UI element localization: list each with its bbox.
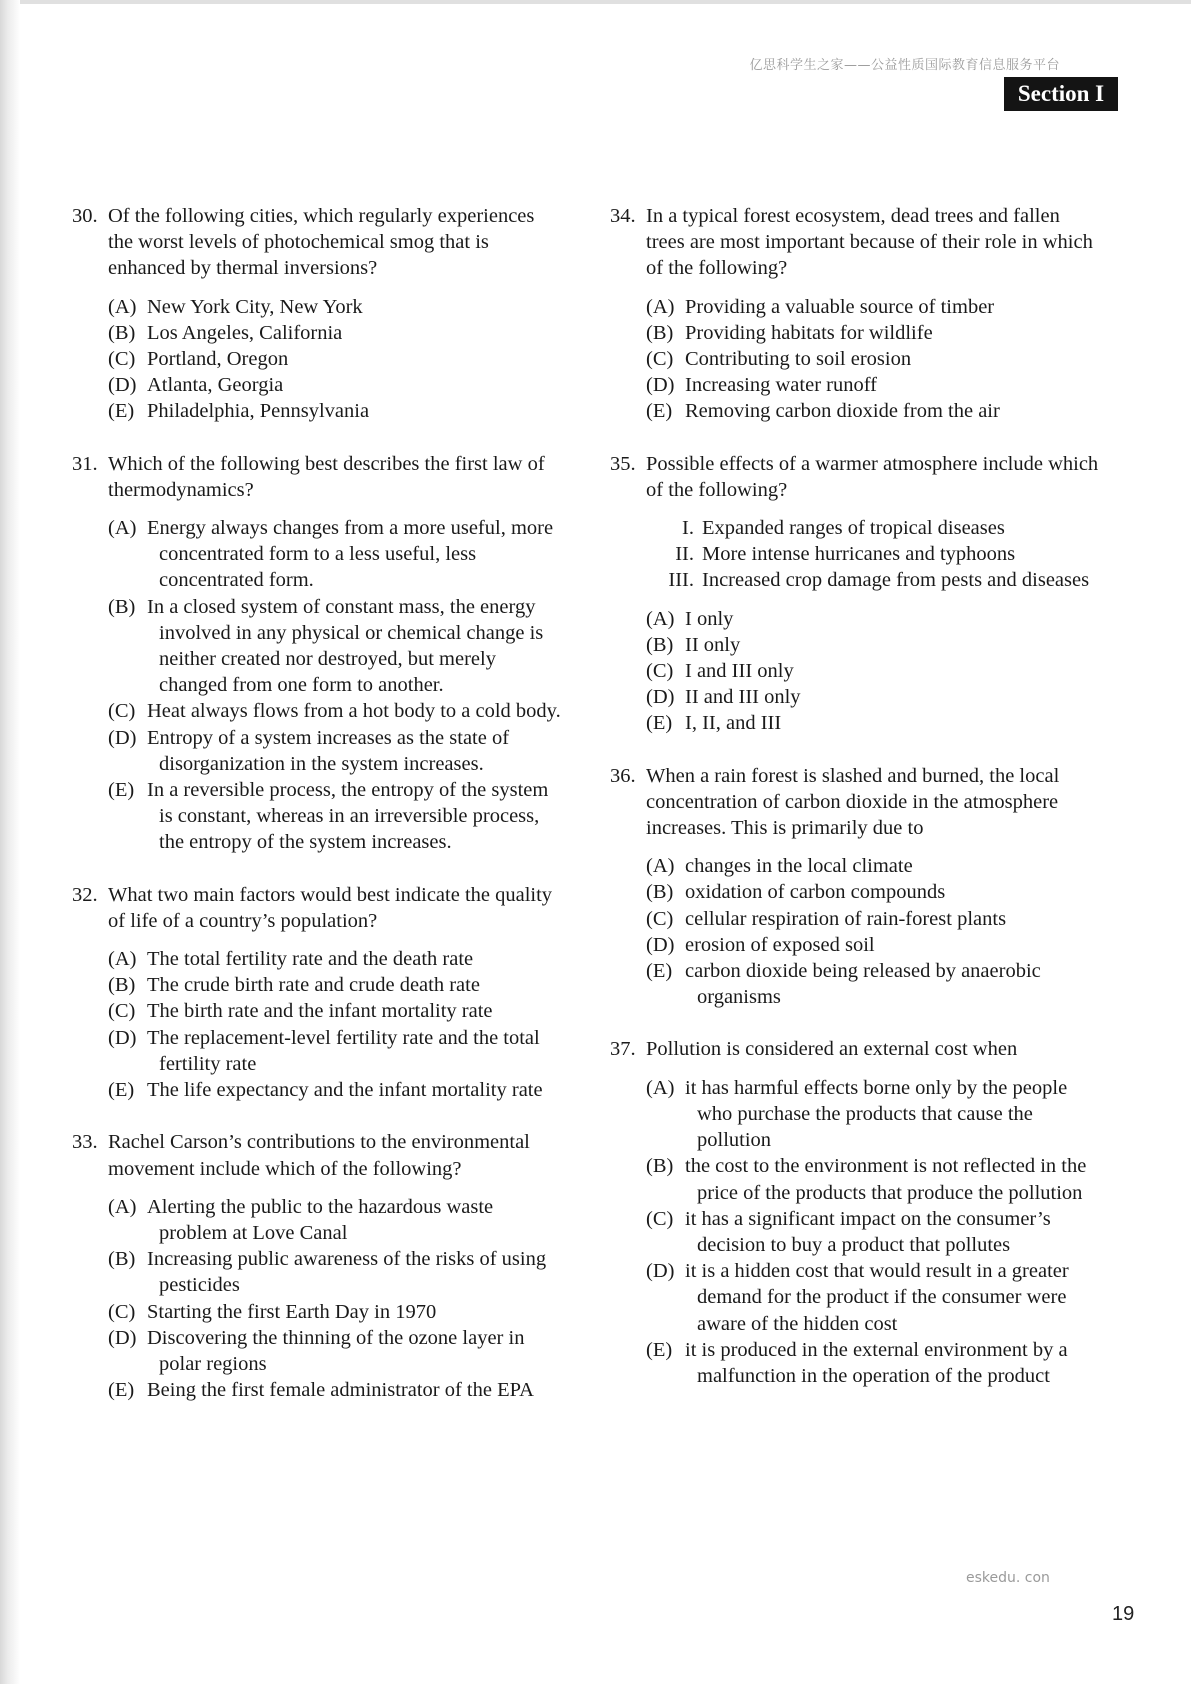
question-text: What two main factors would best indicate the quality of life of a country’s population? (108, 883, 553, 932)
option-letter: (E) (646, 1338, 673, 1361)
option-letter: (C) (646, 907, 674, 930)
numeral-statement (646, 567, 1100, 593)
answer-option (108, 777, 562, 856)
numeral-label: II. (675, 543, 694, 566)
option-text: Energy always changes from a more useful, more concentrated form to a less useful, less concentrated form. (147, 517, 554, 592)
answer-option (108, 1325, 562, 1377)
option-text: New York City, New York (147, 295, 363, 318)
question-35 (610, 451, 1100, 737)
option-letter: (D) (108, 374, 137, 397)
numeral-label: III. (668, 569, 694, 592)
answer-option (646, 320, 1100, 346)
question-number: 34. (610, 205, 636, 227)
answer-option (646, 372, 1100, 398)
option-text: oxidation of carbon compounds (685, 881, 946, 904)
right-column (610, 203, 1100, 1415)
option-text: it has a significant impact on the consumer’s decision to buy a product that pollutes (685, 1207, 1051, 1256)
answer-option (108, 320, 562, 346)
question-34 (610, 203, 1100, 425)
option-letter: (B) (108, 595, 136, 618)
question-stem (72, 203, 562, 282)
option-text: Starting the first Earth Day in 1970 (147, 1300, 437, 1323)
answer-option (108, 372, 562, 398)
option-letter: (C) (108, 348, 136, 371)
answer-option (108, 725, 562, 777)
numeral-statement (646, 541, 1100, 567)
option-letter: (C) (646, 348, 674, 371)
option-text: Being the first female administrator of the EPA (147, 1379, 534, 1402)
option-text: Increasing water runoff (685, 374, 878, 397)
answer-option (108, 1194, 562, 1246)
answer-option (108, 398, 562, 424)
answer-option (108, 1077, 562, 1103)
answer-option (108, 1377, 562, 1403)
option-text: Removing carbon dioxide from the air (685, 400, 1000, 423)
option-letter: (C) (108, 1300, 136, 1323)
option-letter: (A) (646, 295, 675, 318)
answer-options (646, 294, 1100, 425)
answer-option (646, 1206, 1100, 1258)
option-text: cellular respiration of rain-forest plants (685, 907, 1007, 930)
option-letter: (D) (646, 686, 675, 709)
answer-option (646, 932, 1100, 958)
answer-option (108, 998, 562, 1024)
answer-option (646, 1153, 1100, 1205)
option-text: Atlanta, Georgia (147, 374, 284, 397)
option-text: Los Angeles, California (147, 321, 343, 344)
question-number: 37. (610, 1038, 636, 1061)
question-31 (72, 451, 562, 856)
answer-option (108, 1025, 562, 1077)
question-33 (72, 1129, 562, 1403)
question-30 (72, 203, 562, 425)
option-letter: (E) (646, 400, 673, 423)
option-letter: (C) (646, 660, 674, 683)
option-letter: (A) (108, 948, 137, 971)
option-text: II and III only (685, 686, 801, 709)
answer-options (108, 294, 562, 425)
option-letter: (B) (108, 974, 136, 997)
answer-option (108, 346, 562, 372)
numeral-text: Increased crop damage from pests and diseases (702, 569, 1090, 592)
question-text: Rachel Carson’s contributions to the environmental movement include which of the following? (108, 1131, 530, 1180)
option-text: In a closed system of constant mass, the energy involved in any physical or chemical change is neither created nor destroyed, but merely changed from one form to another. (147, 595, 544, 697)
option-letter: (D) (108, 1326, 137, 1349)
option-letter: (A) (108, 295, 137, 318)
question-text: Of the following cities, which regularly experiences the worst levels of photochemical smog that is enhanced by thermal inversions? (108, 205, 535, 280)
option-letter: (E) (646, 960, 673, 983)
option-text: I, II, and III (685, 712, 782, 735)
question-number: 33. (72, 1131, 98, 1154)
answer-option (108, 294, 562, 320)
page-binding-shadow (0, 0, 20, 1684)
question-37 (610, 1036, 1100, 1389)
answer-options (646, 606, 1100, 737)
option-text: it is a hidden cost that would result in a greater demand for the product if the consumer were aware of the hidden cost (685, 1260, 1069, 1335)
question-number: 35. (610, 452, 636, 475)
option-letter: (D) (646, 1260, 675, 1283)
answer-option (108, 946, 562, 972)
header-watermark: 亿思科学生之家——公益性质国际教育信息服务平台 (749, 58, 1060, 73)
option-text: I and III only (685, 660, 794, 683)
option-text: The birth rate and the infant mortality rate (147, 1000, 493, 1023)
option-letter: (A) (108, 1195, 137, 1218)
option-text: Increasing public awareness of the risks of using pesticides (147, 1248, 547, 1297)
option-text: the cost to the environment is not reflected in the price of the products that produce the pollution (685, 1155, 1087, 1204)
section-label-badge: Section I (1004, 77, 1118, 111)
question-text: In a typical forest ecosystem, dead trees and fallen trees are most important because of their role in which of the following? (646, 205, 1093, 280)
option-text: erosion of exposed soil (685, 933, 875, 956)
question-stem (72, 1129, 562, 1181)
option-letter: (E) (108, 400, 135, 423)
page-top-edge (0, 0, 1191, 4)
answer-option (646, 398, 1100, 424)
question-text: Possible effects of a warmer atmosphere include which of the following? (646, 452, 1099, 501)
answer-option (646, 1258, 1100, 1337)
answer-option (108, 972, 562, 998)
question-number: 31. (72, 452, 98, 475)
option-letter: (B) (108, 321, 136, 344)
page-number: 19 (1112, 1603, 1135, 1625)
option-text: Contributing to soil erosion (685, 348, 912, 371)
option-letter: (B) (108, 1248, 136, 1271)
option-letter: (C) (646, 1207, 674, 1230)
option-text: Portland, Oregon (147, 348, 289, 371)
option-text: it is produced in the external environment by a malfunction in the operation of the product (685, 1338, 1068, 1387)
option-letter: (B) (646, 881, 674, 904)
answer-options (646, 853, 1100, 1010)
option-letter: (D) (108, 726, 137, 749)
question-stem (610, 203, 1100, 282)
option-text: The total fertility rate and the death rate (147, 948, 474, 971)
option-letter: (B) (646, 633, 674, 656)
option-text: changes in the local climate (685, 855, 913, 878)
answer-option (646, 853, 1100, 879)
option-text: Providing habitats for wildlife (685, 321, 933, 344)
question-36 (610, 763, 1100, 1011)
option-text: II only (685, 633, 741, 656)
answer-option (646, 710, 1100, 736)
option-letter: (B) (646, 1155, 674, 1178)
option-letter: (D) (108, 1026, 137, 1049)
answer-option (108, 1299, 562, 1325)
question-stem (610, 1036, 1100, 1062)
option-text: Entropy of a system increases as the state of disorganization in the system increases. (147, 726, 510, 775)
option-text: I only (685, 607, 734, 630)
option-letter: (A) (646, 855, 675, 878)
question-stem (72, 882, 562, 934)
roman-numeral-statements (646, 515, 1100, 594)
option-letter: (E) (108, 1379, 135, 1402)
option-letter: (A) (646, 607, 675, 630)
option-letter: (E) (646, 712, 673, 735)
question-stem (610, 763, 1100, 842)
answer-option (646, 879, 1100, 905)
numeral-statement (646, 515, 1100, 541)
option-text: Providing a valuable source of timber (685, 295, 995, 318)
option-text: Philadelphia, Pennsylvania (147, 400, 370, 423)
left-column (72, 203, 562, 1429)
answer-option (646, 1075, 1100, 1154)
answer-options (108, 1194, 562, 1404)
option-text: The replacement-level fertility rate and the total fertility rate (147, 1026, 540, 1075)
answer-option (646, 294, 1100, 320)
answer-option (646, 346, 1100, 372)
answer-option (646, 606, 1100, 632)
option-text: Alerting the public to the hazardous waste problem at Love Canal (147, 1195, 494, 1244)
question-number: 36. (610, 764, 636, 787)
answer-option (108, 698, 562, 724)
answer-option (646, 958, 1100, 1010)
answer-options (646, 1075, 1100, 1389)
option-text: Heat always flows from a hot body to a cold body. (147, 700, 561, 723)
question-stem (72, 451, 562, 503)
option-text: The crude birth rate and crude death rate (147, 974, 480, 997)
numeral-text: Expanded ranges of tropical diseases (702, 517, 1005, 540)
answer-options (108, 515, 562, 856)
answer-option (108, 594, 562, 699)
answer-option (646, 658, 1100, 684)
answer-option (646, 632, 1100, 658)
numeral-text: More intense hurricanes and typhoons (702, 543, 1016, 566)
option-text: In a reversible process, the entropy of the system is constant, whereas in an irreversible process, the entropy of the system increases. (147, 779, 549, 854)
question-32 (72, 882, 562, 1104)
question-stem (610, 451, 1100, 503)
option-text: carbon dioxide being released by anaerobic organisms (685, 960, 1041, 1009)
answer-option (646, 684, 1100, 710)
option-text: The life expectancy and the infant mortality rate (147, 1079, 543, 1102)
option-text: Discovering the thinning of the ozone layer in polar regions (147, 1326, 525, 1375)
question-number: 32. (72, 883, 98, 906)
question-number: 30. (72, 205, 98, 227)
answer-option (646, 906, 1100, 932)
option-letter: (C) (108, 1000, 136, 1023)
option-letter: (A) (108, 517, 137, 540)
option-letter: (D) (646, 933, 675, 956)
question-text: Pollution is considered an external cost when (646, 1038, 1018, 1061)
option-text: it has harmful effects borne only by the people who purchase the products that cause the pollution (685, 1076, 1068, 1152)
option-letter: (B) (646, 321, 674, 344)
answer-option (108, 515, 562, 594)
footer-watermark: eskedu. con (966, 1570, 1050, 1586)
answer-option (108, 1246, 562, 1298)
option-letter: (D) (646, 374, 675, 397)
numeral-label: I. (682, 517, 694, 540)
answer-option (646, 1337, 1100, 1389)
option-letter: (C) (108, 700, 136, 723)
question-text: When a rain forest is slashed and burned, the local concentration of carbon dioxide in the atmosphere increases. This is primarily due to (646, 764, 1060, 840)
option-letter: (A) (646, 1076, 675, 1099)
option-letter: (E) (108, 1079, 135, 1102)
option-letter: (E) (108, 779, 135, 802)
question-text: Which of the following best describes the first law of thermodynamics? (108, 452, 545, 501)
answer-options (108, 946, 562, 1103)
